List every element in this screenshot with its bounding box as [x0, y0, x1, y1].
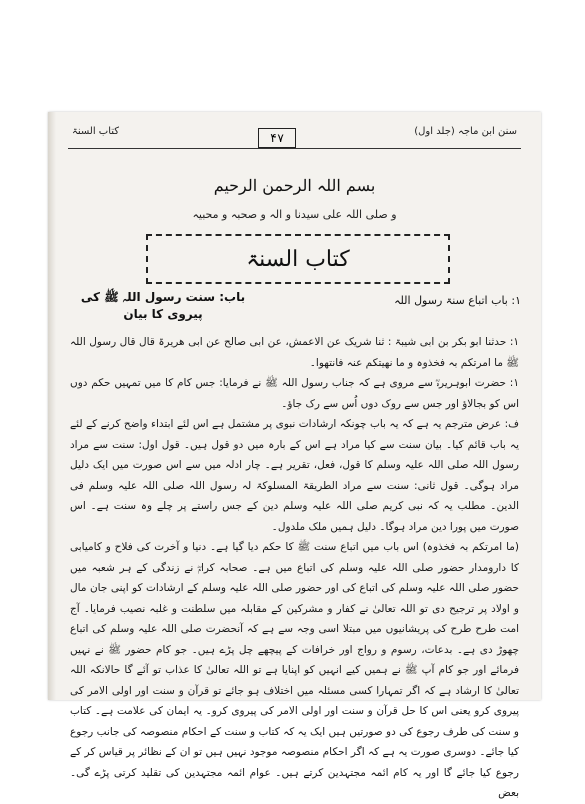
salutation: و صلی اللہ علی سیدنا و الہ و صحبہ و محبیہ [192, 208, 397, 221]
body-text [70, 332, 519, 804]
commentary-note: ف: عرض مترجم یہ ہے کہ یہ باب چونکہ ارشادات نبوی پر مشتمل ہے اس لئے ابتداء واضح کرنے کے لئے یہ باب قائم کیا۔ بیان سنت سے کیا مراد ہے اس کے بارہ میں دو قول ہیں۔ قول اول: سنت سے مراد رسول اللہ صلی اللہ علیہ وسلم کا قول، فعل، تقریر ہے۔ چار ادلہ میں سے اس صورت میں ایک دلیل مراد ہوگی۔ قول ثانی: سنت سے مراد الطریقۃ المسلوکۃ لہ رسول اللہ صلی اللہ علیہ وسلم فی الدین۔ مطلب یہ کہ نبی کریم صلی اللہ علیہ وسلم دین کے جس راستے پر چلے وہ سنت ہے۔ اس صورت میں پورا دین مراد ہوگا۔ دلیل ہمیں ملک ملدول۔ [70, 418, 519, 533]
header-rule [68, 148, 521, 149]
book-page [48, 112, 541, 799]
chapter-title-arabic: ۱: باب اتباع سنۃ رسول اللہ [394, 294, 521, 307]
commentary-main: (ما امرتکم بہ فخذوہ) اس باب میں اتباع سنت ﷺ کا حکم دیا گیا ہے۔ دنیا و آخرت کی فلاح و کامیابی کا دارومدار حضور صلی اللہ علیہ وسلم کی اتباع میں ہے۔ صحابہ کرامؓ نے زندگی کے ہر شعبہ میں حضور صلی اللہ علیہ وسلم کی اتباع کی اور حضور صلی اللہ علیہ وسلم کے ارشادات کو اپنی جان مال و اولاد پر ترجیح دی تو اللہ تعالیٰ نے کفار و مشرکین کے مقابلہ میں سلطنت و غلبہ نصیب فرمایا۔ آج امت طرح طرح کی پریشانیوں میں مبتلا اسی وجہ سے ہے کہ آنحضرت صلی اللہ علیہ وسلم کی اتباع چھوڑ دی ہے۔ بدعات، رسوم و رواج اور خرافات کے پیچھے چل پڑے ہیں۔ جو کام حضور ﷺ نے نہیں فرمائے اور جو کام آپ ﷺ نے ہمیں کیے انہیں کو اپنایا ہے تو اللہ تعالیٰ کا عذاب تو آئے گا حالانکہ اللہ تعالیٰ کا ارشاد ہے کہ اگر تمہارا کسی مسئلہ میں اختلاف ہو جائے تو قرآن و سنت اور اولی الامر کی پیروی کرو یعنی اس کا حل قرآن و سنت اور اولی الامر کی پیروی کرو۔ یہ ایمان کی علامت ہے۔ کتاب و سنت کی طرف رجوع کی دو صورتیں ہیں ایک یہ کہ کتاب و سنت کے احکام منصوصہ کی جانب رجوع کیا جائے۔ دوسری صورت یہ ہے کہ اگر احکام منصوصہ موجود نہیں ہیں تو ان کے نظائر پر قیاس کر کے رجوع کیا جائے گا اور یہ کام ائمہ مجتہدین کرتے ہیں۔ عوام ائمہ مجتہدین کی تقلید کرتی پڑے گی۔ بعض [70, 541, 519, 799]
book-heading [146, 234, 450, 284]
page-gutter-shadow [48, 112, 56, 700]
basmala: بسم اللہ الرحمن الرحیم [213, 176, 376, 195]
chapter-title-urdu: باب: سنت رسول اللہ ﷺ کی پیروی کا بیان [80, 290, 246, 321]
hadith-arabic: ۱: حدثنا ابو بکر بن ابی شیبۃ : ثنا شریک عن الاعمش، عن ابی صالح عن ابی ھریرۃ قال قال رسول اللہ ﷺ ما امرتکم بہ فخذوہ و ما نھیتکم عنہ فانتھوا۔ [70, 336, 519, 369]
header-section-title: کتاب السنۃ [72, 126, 120, 137]
book-heading-text: کتاب السنۃ [246, 246, 350, 272]
header-book-title: سنن ابن ماجہ (جلد اول) [414, 126, 517, 137]
page-number: ۴۷ [258, 128, 296, 148]
hadith-translation: ۱: حضرت ابوہریرہؓ سے مروی ہے کہ جناب رسول اللہ ﷺ نے فرمایا: جس کام کا میں تمہیں حکم دوں اس کو بجالاؤ اور جس سے روک دوں اُس سے رک جاؤ۔ [70, 377, 519, 410]
chapter-row [68, 290, 521, 326]
